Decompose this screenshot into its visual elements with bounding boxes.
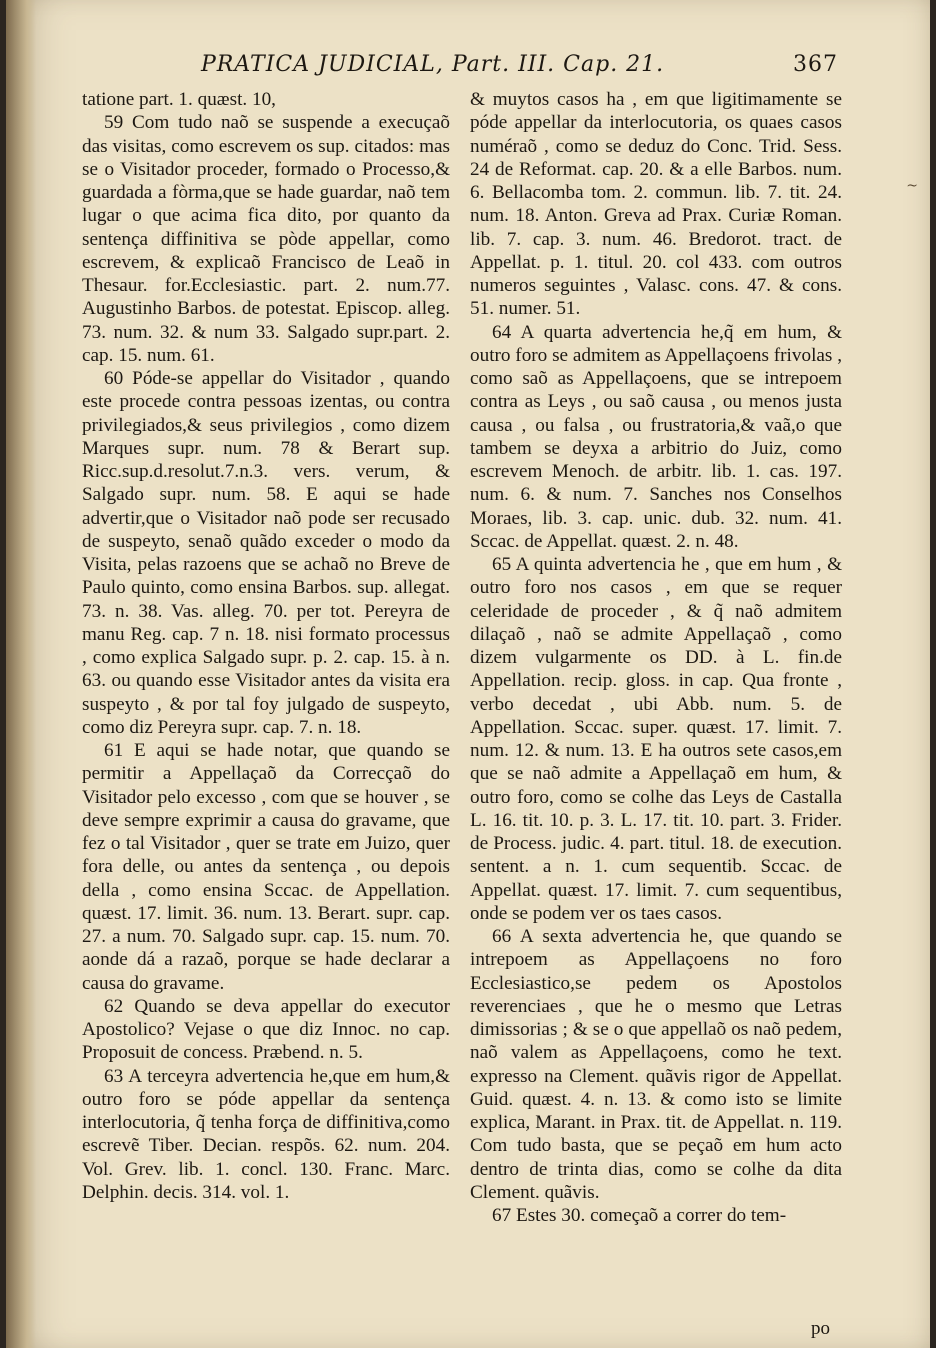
catchword: po xyxy=(811,1318,830,1339)
paragraph-continuation: tatione part. 1. quæst. 10, xyxy=(82,89,276,110)
book-page xyxy=(6,0,930,1348)
paragraph-67: 67 Estes 30. começaõ a correr do tem- xyxy=(492,1205,787,1226)
left-column xyxy=(82,88,450,1204)
paragraph-66: 66 A sexta advertencia he, que quando se intrepoem as Appellaçoens no foro Ecclesiastico,se pedem os Apostolos reverenciaes , que he o mesmo que Letras dimissorias ; & se o que appellaõ os naõ pedem, naõ valem as Appellaçoens, como he text. expresso na Clement. quãvis rigor de Appellat. Guid. quæst. 4. n. 13. & como isto se limite explica, Marant. in Prax. tit. de Appellat. n. 119. Com tudo basta, que se peçaõ em hum acto dentro de trinta dias, como se colhe da dita Clement. quãvis. xyxy=(470,926,842,1203)
paragraph-59: 59 Com tudo naõ se suspende a execuçaõ das visitas, como escrevem os sup. citados: mas se o Visitador proceder, formado o Processo,& guardada a fòrma,que se hade guardar, naõ tem lugar o que acima fica dito, por quanto da sentença diffinitiva se pòde appellar, como escrevem, & explicaõ Francisco de Leaõ in Thesaur. for.Ecclesiastic. part. 2. num.77. Augustinho Barbos. de potestat. Episcop. alleg. 73. num. 32. & num 33. Salgado supr.part. 2. cap. 15. num. 61. xyxy=(82,112,450,366)
paragraph-64: 64 A quarta advertencia he,q̃ em hum, & outro foro se admitem as Appellaçoens frivolas , como saõ as Appellaçoens, que se intrepoem contra as Leys , ou saõ causa , ou menos justa causa , ou falsa , ou frustratoria,& vaã,o que tambem se deyxa a arbitrio do Juiz, como escrevem Menoch. de arbitr. lib. 1. cas. 197. num. 6. & num. 7. Sanches nos Conselhos Moraes, lib. 3. cap. unic. dub. 32. num. 41. Sccac. de Appellat. quæst. 2. n. 48. xyxy=(470,321,842,552)
paragraph-65: 65 A quinta advertencia he , que em hum , & outro foro nos casos , em que se requer celeridade de proceder , & q̃ naõ admitem dilaçaõ , naõ se admite Appellaçaõ , como dizem vulgarmente os DD. à L. fin.de Appellation. recip. gloss. in cap. Qua fronte , verbo decedat , ubi Abb. num. 5. de Appellation. Sccac. super. quæst. 17. limit. 7. num. 12. & num. 13. E ha outros sete casos,em que se naõ admite a Appellaçaõ em hum, & outro foro, como se colhe das Leys de Castalla L. 16. tit. 10. p. 3. L. 17. tit. 10. part. 3. Frider. de Process. judic. 4. part. titul. 18. de execution. sentent. a n. 1. cum sequentib. Sccac. de Appellat. quæst. 17. limit. 7. cum sequentibus, onde se podem ver os taes casos. xyxy=(470,554,842,924)
page-gutter xyxy=(6,0,36,1348)
margin-mark: ~ xyxy=(906,178,918,194)
paragraph-60: 60 Póde-se appellar do Visitador , quando este procede contra pessoas izentas, ou contra privilegiados,& seus privilegios , como dizem Marques supr. num. 78 & Berart sup. Ricc.sup.d.resolut.7.n.3. vers. verum, & Salgado supr. num. 58. E aqui se hade advertir,que o Visitador naõ pode ser recusado de suspeyto, senaõ quãdo exceder o modo da Visita, pelas razoens que se achaõ no Breve de Paulo quinto, como ensina Barbos. sup. allegat. 73. n. 38. Vas. alleg. 70. per tot. Pereyra de manu Reg. cap. 7 n. 18. nisi formato processus , como explica Salgado supr. p. 2. cap. 15. à n. 63. ou quando esse Visitador antes da visita era suspeyto , & por tal foy julgado de suspeyto, como diz Pereyra supr. cap. 7. n. 18. xyxy=(82,368,450,738)
paragraph-62: 62 Quando se deva appellar do executor Apostolico? Vejase o que diz Innoc. no cap. Proposuit de concess. Præbend. n. 5. xyxy=(82,995,450,1064)
paragraph-61: 61 E aqui se hade notar, que quando se permitir a Appellaçaõ da Correcçaõ do Visitador pelo excesso , com que se houver , se deve sempre exprimir a causa do gravame, que fez o tal Visitador , quer se trate em Juizo, quer fora delle, ou antes da sentença , ou depois della , como ensina Sccac. de Appellation. quæst. 17. limit. 36. num. 13. Berart. supr. cap. 27. a num. 70. Salgado supr. cap. 15. num. 70. aonde dá a razaõ, porque se hade declarar a causa do gravame. xyxy=(82,740,450,994)
running-title: PRATICA JUDICIAL, Part. III. Cap. 21. xyxy=(201,52,665,77)
paragraph-63: 63 A terceyra advertencia he,que em hum,& outro foro se póde appellar da sentença interlocutoria, q̃ tenha força de diffinitiva,como escrevẽ Tiber. Decian. respõs. 62. num. 204. Vol. Grev. lib. 1. concl. 130. Franc. Marc. Delphin. decis. 314. vol. 1. xyxy=(82,1065,450,1203)
page-number: 367 xyxy=(793,52,838,77)
right-column xyxy=(470,88,842,1227)
paragraph-continuation: & muytos casos ha , em que ligitimamente se póde appellar da interlocutoria, os quaes casos numéraõ , como se deduz do Conc. Trid. Sess. 24 de Reformat. cap. 20. & a elle Barbos. num. 6. Bellacomba tom. 2. commun. lib. 7. tit. 24. num. 18. Anton. Greva ad Prax. Curiæ Roman. lib. 7. cap. 3. num. 46. Bredorot. tract. de Appellat. p. 1. titul. 20. col 433. com outros numeros seguintes , Valasc. cons. 47. & cons. 51. numer. 51. xyxy=(470,89,842,320)
page-header xyxy=(201,52,838,86)
